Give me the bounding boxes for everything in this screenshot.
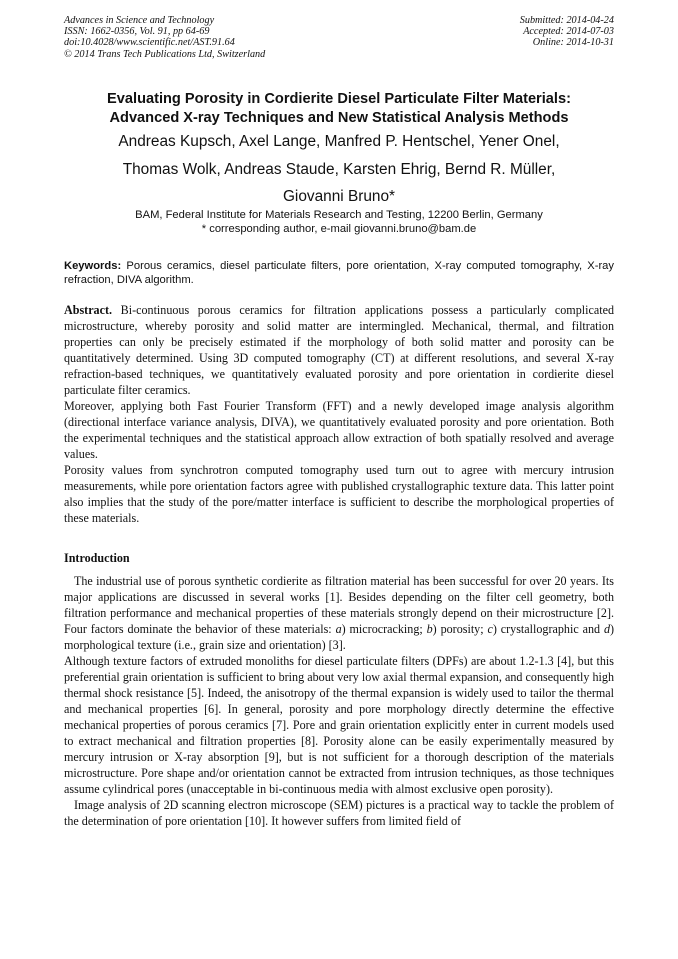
corresponding-author: * corresponding author, e-mail giovanni.bruno@bam.de — [201, 223, 477, 235]
introduction-paragraph-3: Image analysis of 2D scanning electron microscope (SEM) pictures is a practical way to tackle the problem of the determination of pore orientation [10]. It however suffers from limited field of — [64, 798, 614, 828]
introduction-block — [64, 573, 614, 829]
affiliation-institute: BAM, Federal Institute for Materials Research and Testing, 12200 Berlin, Germany — [135, 209, 543, 221]
copyright-line: © 2014 Trans Tech Publications Ltd, Switzerland — [64, 48, 266, 60]
affiliation — [40, 208, 638, 236]
abstract-paragraph-3: Porosity values from synchrotron computed tomography used turn out to agree with mercury intrusion measurements, while pore orientation factors agree with published crystallographic texture data. This latter point also implies that the study of the pore/matter interface is sufficient to describe the morphological properties of these materials. — [64, 463, 614, 525]
enum-b: b — [426, 622, 433, 636]
authors-line-2: Thomas Wolk, Andreas Staude, Karsten Ehrig, Bernd R. Müller, — [122, 160, 556, 178]
title-line-2: Advanced X-ray Techniques and New Statistical Analysis Methods — [109, 109, 569, 126]
accepted-date: Accepted: 2014-07-03 — [523, 26, 614, 38]
intro-p1-text: ) morphological texture (i.e., grain size and orientation) [3]. — [64, 622, 615, 652]
author-list — [40, 128, 638, 211]
enum-a: a — [335, 622, 342, 636]
submission-dates — [520, 15, 614, 49]
abstract-paragraph-2: Moreover, applying both Fast Fourier Transform (FFT) and a newly developed image analysis algorithm (directional interface variance analysis, DIVA), we quantitatively evaluated porosity and pore orientation. Both the experimental techniques and the statistical approach allow extraction of both spatially resolved and average values. — [64, 399, 614, 461]
abstract-text-1: Bi-continuous porous ceramics for filtration applications possess a particularly complicated microstructure, whereby porosity and solid matter are intermingled. Mechanical, thermal, and filtration properties can only be precisely estimated if the morphology of both solid matter and porosity can be quantitatively determined. Using 3D computed tomography (CT) at different resolutions, and several X-ray refraction-based techniques, we quantitatively evaluated porosity and pore orientation in cordierite diesel particulate filter ceramics. — [64, 303, 614, 397]
issn-line: ISSN: 1662-0356, Vol. 91, pp 64-69 — [64, 26, 210, 38]
abstract-label: Abstract. — [64, 303, 113, 317]
intro-p1-text: ) crystallographic and — [492, 622, 604, 636]
title-line-1: Evaluating Porosity in Cordierite Diesel Particulate Filter Materials: — [107, 91, 571, 107]
online-date: Online: 2014-10-31 — [532, 37, 614, 49]
journal-info — [64, 15, 265, 60]
enum-d: d — [603, 622, 610, 636]
journal-name: Advances in Science and Technology — [64, 15, 215, 26]
enum-c: c — [487, 622, 493, 636]
submitted-date: Submitted: 2014-04-24 — [519, 15, 614, 26]
intro-p1-text: ) porosity; — [432, 622, 488, 636]
keywords-text: Porous ceramics, diesel particulate filters, pore orientation, X-ray computed tomography, X-ray refraction, DIVA algorithm. — [64, 260, 614, 286]
intro-p1-text: ) microcracking; — [341, 622, 427, 636]
keywords-label: Keywords: — [64, 260, 122, 272]
paper-title — [40, 90, 638, 127]
introduction-heading: Introduction — [64, 551, 130, 565]
doi-line: doi:10.4028/www.scientific.net/AST.91.64 — [64, 37, 235, 49]
abstract-block — [64, 302, 614, 526]
authors-line-3: Giovanni Bruno* — [282, 188, 396, 205]
introduction-paragraph-1 — [64, 573, 614, 653]
intro-p1-text: The industrial use of porous synthetic cordierite as filtration material has been successful for over 20 years. Its major applications are discussed in several works [1]. Besides depending on the filter cell geometry, both filtration performance and mechanical properties of these materials strongly depend on their microstructure [2]. Four factors dominate the behavior of these materials: — [64, 574, 614, 636]
introduction-paragraph-2: Although texture factors of extruded monoliths for diesel particulate filters (DPFs) are about 1.2-1.3 [4], but this preferential grain orientation is sufficient to bring about very low axial thermal expansion, and consequently high thermal shock resistance [5]. Indeed, the anisotropy of the thermal expansion is widely used to tailor the thermal and mechanical properties [6]. In general, porosity and pore morphology directly determine the effective mechanical properties of porous ceramics [7]. Pore and grain orientation explicitly enter in current models used to extract mechanical and filtration properties [8]. Porosity alone can be easily experimentally measured by mercury intrusion or X-ray absorption [9], but is not sufficient for a thorough description of the materials microstructure. Pore shape and/or orientation cannot be extracted from intrusion techniques, as those techniques assume cylindrical pores (unacceptable in bi-continuous media with almost exclusive open porosity). — [64, 654, 614, 796]
abstract-paragraph-1 — [64, 302, 614, 398]
keywords-block — [64, 259, 614, 287]
authors-line-1: Andreas Kupsch, Axel Lange, Manfred P. Hentschel, Yener Onel, — [118, 133, 560, 150]
